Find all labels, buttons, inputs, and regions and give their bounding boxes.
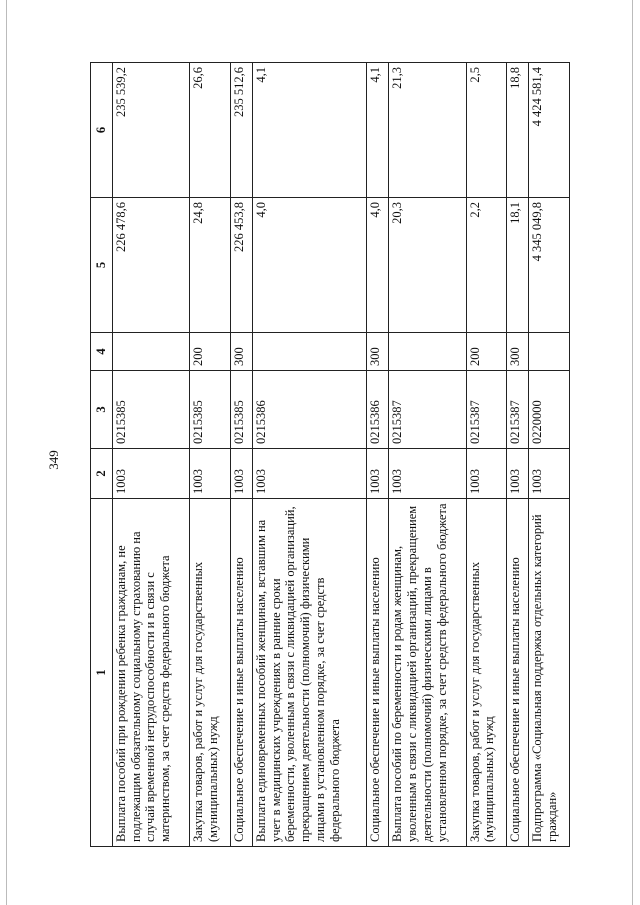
cell-expense-type: 300 — [230, 333, 252, 371]
cell-amount-year2: 2,5 — [466, 63, 507, 198]
table-body — [112, 63, 569, 847]
cell-amount-year1: 226 478,6 — [112, 198, 189, 333]
cell-description: Социальное обеспечение и иные выплаты населению — [507, 499, 529, 847]
cell-amount-year1: 20,3 — [389, 198, 466, 333]
cell-description: Выплата единовременных пособий женщинам, вставшим на учет в медицинских учреждениях в ранние сроки беременности, уволенным в связи с ликвидацией организаций, прекращением деятельности (полномочий) физическими лицами в установленном порядке, за счет средств федерального бюджета — [252, 499, 366, 847]
cell-expense-type — [252, 333, 366, 371]
cell-section: 1003 — [466, 449, 507, 499]
cell-amount-year1: 24,8 — [190, 198, 231, 333]
header-cell: 4 — [91, 333, 113, 371]
cell-expense-type — [529, 333, 570, 371]
cell-description: Социальное обеспечение и иные выплаты населению — [367, 499, 389, 847]
cell-section: 1003 — [529, 449, 570, 499]
rotated-table-container — [90, 63, 570, 847]
cell-target-article: 0220000 — [529, 371, 570, 449]
header-cell: 3 — [91, 371, 113, 449]
cell-target-article: 0215385 — [190, 371, 231, 449]
cell-section: 1003 — [190, 449, 231, 499]
cell-expense-type: 300 — [507, 333, 529, 371]
budget-table — [90, 62, 570, 847]
cell-target-article: 0215386 — [367, 371, 389, 449]
cell-amount-year2: 235 512,6 — [230, 63, 252, 198]
table-row — [507, 63, 529, 847]
table-row — [252, 63, 366, 847]
cell-description: Выплата пособий по беременности и родам женщинам, уволенным в связи с ликвидацией организаций, прекращением деятельности (полномочий) физическими лицами в установленном порядке, за счет средств федерального бюджета — [389, 499, 466, 847]
header-cell: 5 — [91, 198, 113, 333]
cell-amount-year1: 226 453,8 — [230, 198, 252, 333]
cell-expense-type — [112, 333, 189, 371]
cell-section: 1003 — [230, 449, 252, 499]
cell-section: 1003 — [112, 449, 189, 499]
scan-edge-left — [6, 0, 7, 905]
table-row — [529, 63, 570, 847]
header-cell: 2 — [91, 449, 113, 499]
cell-amount-year1: 4,0 — [367, 198, 389, 333]
cell-target-article: 0215387 — [507, 371, 529, 449]
cell-description: Выплата пособий при рождении ребенка гражданам, не подлежащим обязательному социальному страхованию на случай временной нетрудоспособности и в связи с материнством, за счет средств федерального бюджета — [112, 499, 189, 847]
cell-section: 1003 — [367, 449, 389, 499]
header-cell: 1 — [91, 499, 113, 847]
cell-description: Закупка товаров, работ и услуг для государственных (муниципальных) нужд — [466, 499, 507, 847]
cell-amount-year2: 18,8 — [507, 63, 529, 198]
cell-expense-type: 300 — [367, 333, 389, 371]
scan-edge-right — [632, 0, 633, 905]
cell-target-article: 0215385 — [112, 371, 189, 449]
table-row — [389, 63, 466, 847]
cell-amount-year2: 235 539,2 — [112, 63, 189, 198]
cell-amount-year1: 4,0 — [252, 198, 366, 333]
cell-description: Подпрограмма «Социальная поддержка отдельных категорий граждан» — [529, 499, 570, 847]
page-number: 349 — [46, 450, 61, 470]
cell-amount-year2: 4,1 — [252, 63, 366, 198]
cell-expense-type: 200 — [190, 333, 231, 371]
cell-target-article: 0215387 — [466, 371, 507, 449]
cell-section: 1003 — [389, 449, 466, 499]
cell-expense-type: 200 — [466, 333, 507, 371]
cell-target-article: 0215387 — [389, 371, 466, 449]
table-row — [190, 63, 231, 847]
cell-amount-year2: 26,6 — [190, 63, 231, 198]
header-row — [91, 63, 113, 847]
cell-amount-year1: 18,1 — [507, 198, 529, 333]
cell-description: Социальное обеспечение и иные выплаты населению — [230, 499, 252, 847]
table-row — [230, 63, 252, 847]
cell-amount-year2: 4,1 — [367, 63, 389, 198]
header-cell: 6 — [91, 63, 113, 198]
cell-amount-year2: 4 424 581,4 — [529, 63, 570, 198]
cell-description: Закупка товаров, работ и услуг для государственных (муниципальных) нужд — [190, 499, 231, 847]
cell-amount-year1: 4 345 049,8 — [529, 198, 570, 333]
cell-amount-year1: 2,2 — [466, 198, 507, 333]
table-row — [112, 63, 189, 847]
cell-target-article: 0215385 — [230, 371, 252, 449]
cell-section: 1003 — [252, 449, 366, 499]
cell-amount-year2: 21,3 — [389, 63, 466, 198]
cell-target-article: 0215386 — [252, 371, 366, 449]
cell-expense-type — [389, 333, 466, 371]
table-row — [367, 63, 389, 847]
cell-section: 1003 — [507, 449, 529, 499]
table-row — [466, 63, 507, 847]
